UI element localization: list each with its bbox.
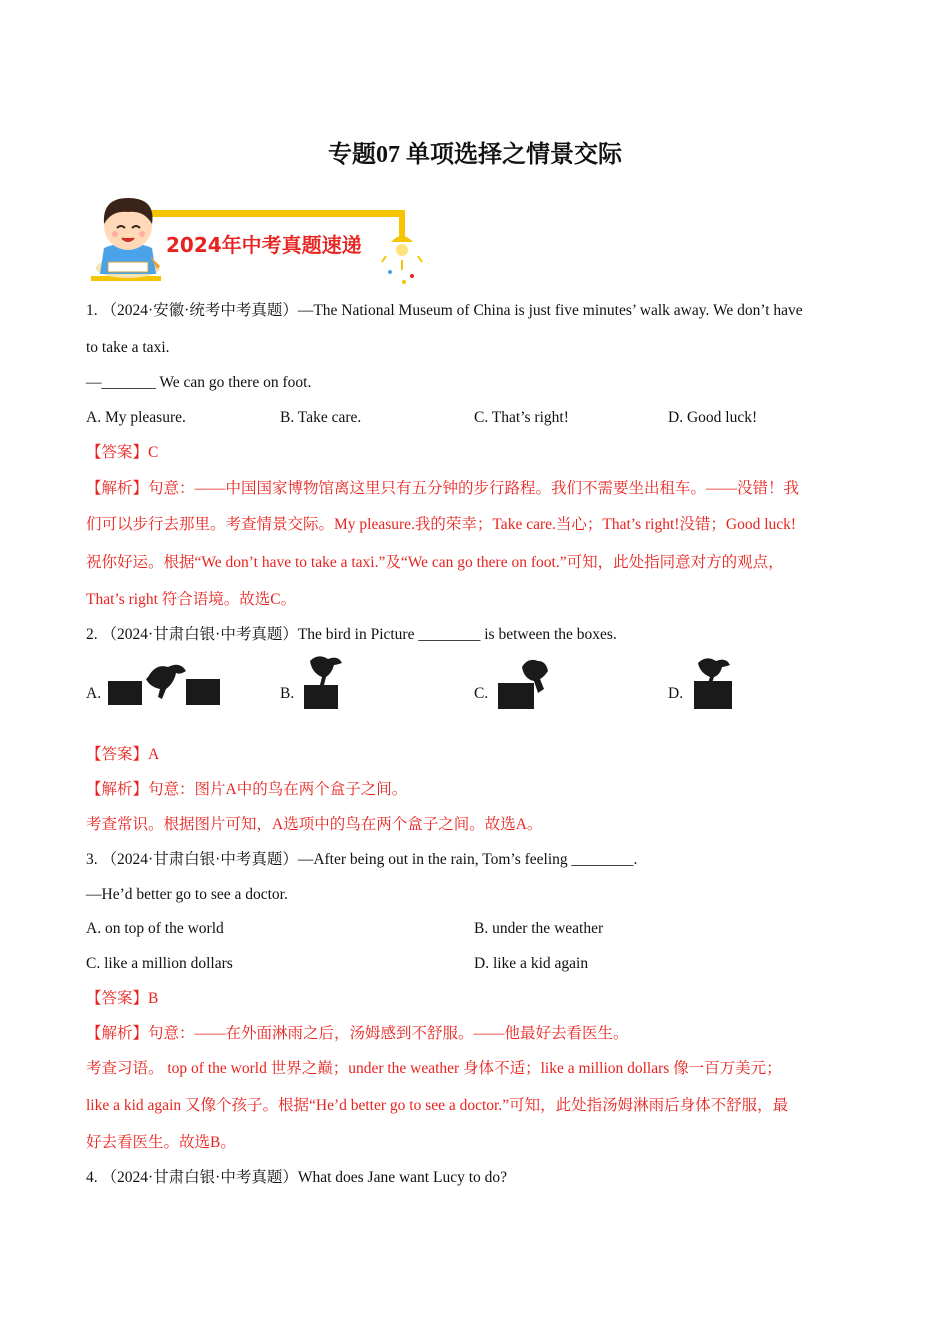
q1-option-d: D. Good luck! (668, 409, 758, 426)
q2-analysis-line1: 【解析】句意：图片A中的鸟在两个盒子之间。 (86, 781, 408, 798)
q2-option-b (280, 655, 400, 711)
q4-stem: 4. （2024·甘肃白银·中考真题）What does Jane want Lucy to do? (86, 1169, 508, 1186)
banner-bar-top (146, 210, 404, 217)
q3-stem-line1: 3. （2024·甘肃白银·中考真题）—After being out in the rain, Tom’s feeling ________. (86, 851, 638, 868)
q2-option-a (86, 655, 236, 711)
q2-option-c (474, 655, 594, 711)
q2-option-d-label: D. (668, 685, 684, 702)
bird-beside-box-image (494, 655, 554, 711)
q3-answer: 【答案】B (86, 990, 159, 1007)
bird-on-box-image (300, 655, 350, 711)
q2-option-d (668, 655, 788, 711)
bird-on-box-image-2 (688, 655, 738, 711)
q1-analysis-line2: 们可以步行去那里。考查情景交际。My pleasure.我的荣幸；Take care.当心；That’s right!没错；Good luck! (86, 516, 797, 533)
q2-option-c-label: C. (474, 685, 489, 702)
q1-stem-line3: —_______ We can go there on foot. (86, 374, 312, 391)
reading-kid-illustration (96, 198, 160, 278)
q1-analysis-line1: 【解析】句意：——中国国家博物馆离这里只有五分钟的步行路程。我们不需要坐出租车。——没错！我 (86, 480, 800, 497)
q3-analysis-line3: like a kid again 又像个孩子。根据“He’d better go to see a doctor.”可知，此处指汤姆淋雨后身体不舒服，最 (86, 1097, 789, 1114)
q1-analysis-line4: That’s right 符合语境。故选C。 (86, 591, 297, 608)
q3-analysis-line4: 好去看医生。故选B。 (86, 1134, 236, 1151)
page-title: 专题07 单项选择之情景交际 (328, 142, 622, 168)
q1-option-b: B. Take care. (280, 409, 362, 426)
q1-option-c: C. That’s right! (474, 409, 569, 426)
q2-option-b-label: B. (280, 685, 295, 702)
q1-analysis-line3: 祝你好运。根据“We don’t have to take a taxi.”及“We can go there on foot.”可知，此处指同意对方的观点， (86, 554, 784, 571)
section-banner (86, 190, 426, 290)
banner-bar-right (399, 210, 405, 240)
lamp-icon (382, 236, 422, 284)
q3-option-b: B. under the weather (474, 920, 604, 937)
q3-option-c: C. like a million dollars (86, 955, 233, 972)
banner-text: 2024年中考真题速递 (166, 233, 362, 257)
q2-analysis-line2: 考查常识。根据图片可知，A选项中的鸟在两个盒子之间。故选A。 (86, 816, 543, 833)
q3-option-d: D. like a kid again (474, 955, 589, 972)
q3-stem-line2: —He’d better go to see a doctor. (86, 886, 288, 903)
q1-option-a: A. My pleasure. (86, 409, 186, 426)
q1-stem-line1: 1. （2024·安徽·统考中考真题）—The National Museum of China is just five minutes’ walk away. We don’t have (86, 302, 803, 319)
q3-analysis-line2: 考查习语。 top of the world 世界之巅；under the weather 身体不适；like a million dollars 像一百万美元； (86, 1060, 782, 1077)
q2-answer: 【答案】A (86, 746, 160, 763)
q2-stem: 2. （2024·甘肃白银·中考真题）The bird in Picture ________ is between the boxes. (86, 626, 617, 643)
q2-option-a-label: A. (86, 685, 102, 702)
bird-between-boxes-image (106, 655, 226, 711)
q1-stem-line2: to take a taxi. (86, 339, 170, 356)
q3-analysis-line1: 【解析】句意：——在外面淋雨之后，汤姆感到不舒服。——他最好去看医生。 (86, 1025, 629, 1042)
q3-option-a: A. on top of the world (86, 920, 224, 937)
q1-answer: 【答案】C (86, 444, 159, 461)
